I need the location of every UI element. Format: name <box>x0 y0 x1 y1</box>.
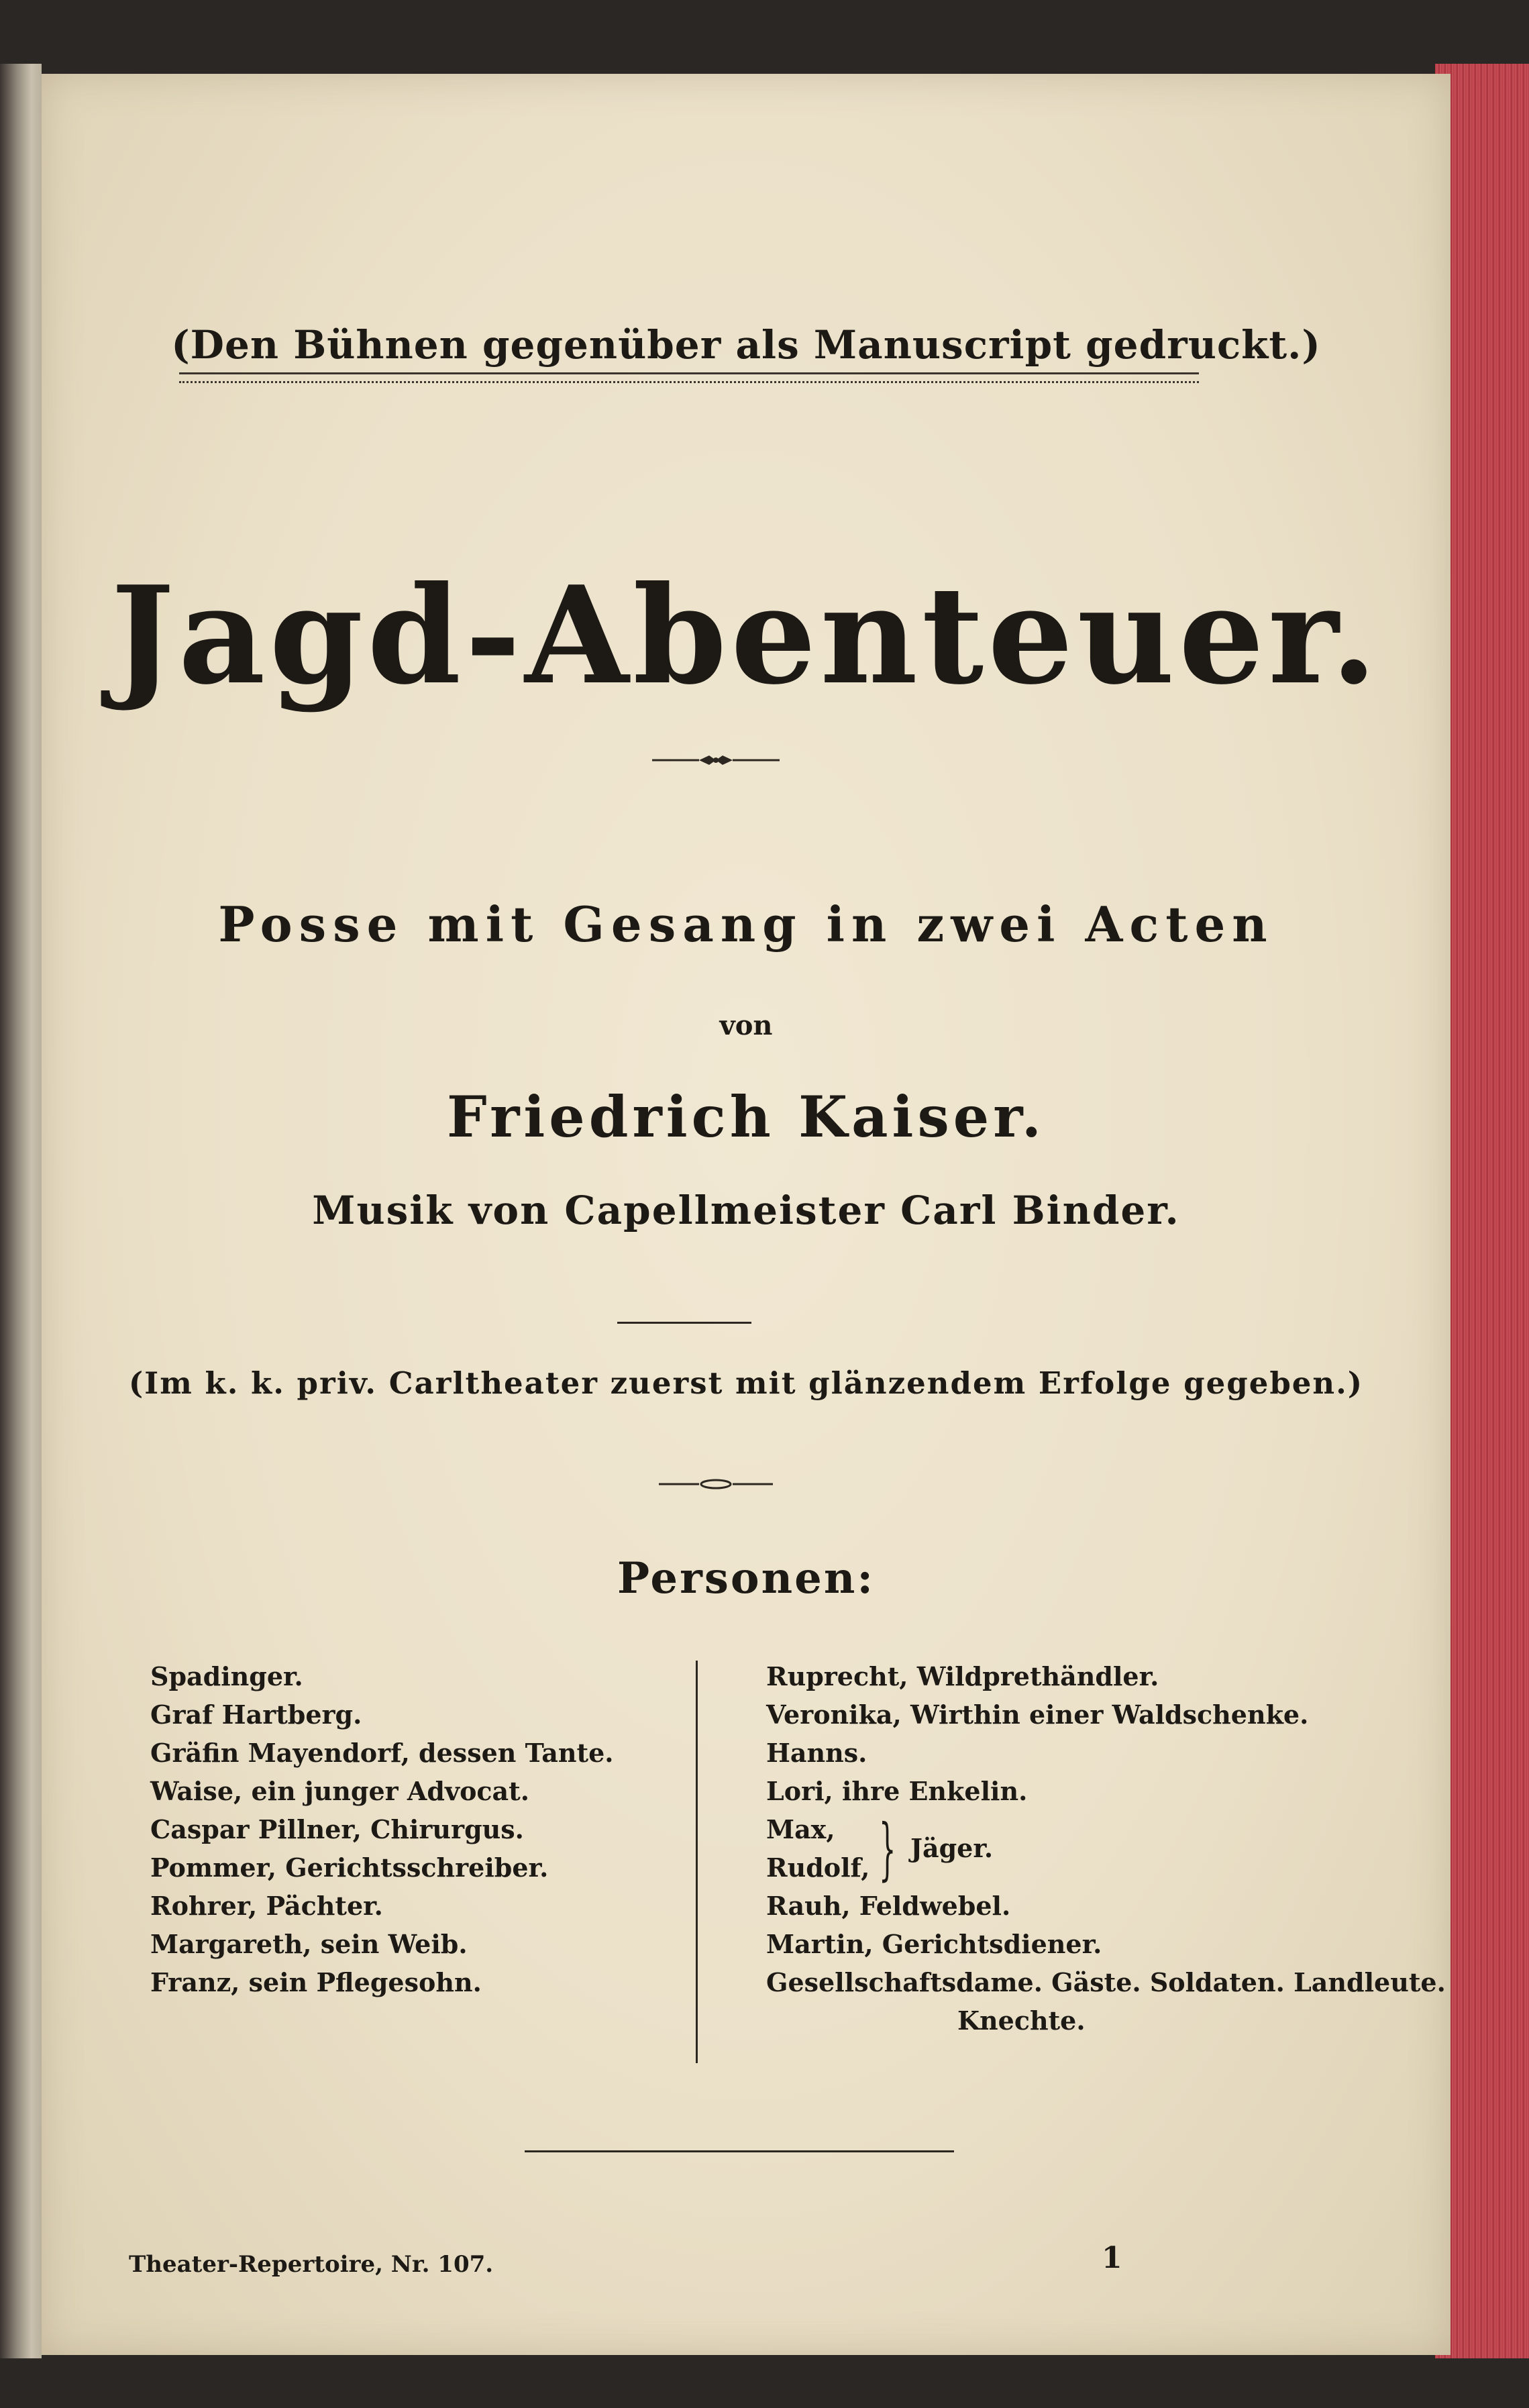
play-subtitle: Posse mit Gesang in zwei Acten <box>218 896 1274 953</box>
cast-entry: Graf Hartberg. <box>150 1699 362 1730</box>
cast-entry: Martin, Gerichtsdiener. <box>766 1929 1102 1959</box>
title-page <box>42 74 1451 2355</box>
cast-entry: Ruprecht, Wildprethändler. <box>766 1661 1159 1691</box>
cast-entry: Caspar Pillner, Chirurgus. <box>150 1814 524 1844</box>
cast-entry: Waise, ein junger Advocat. <box>150 1776 529 1806</box>
cast-list-right <box>766 1657 1446 2040</box>
huntsmen-label: Jäger. <box>910 1833 994 1863</box>
cast-entry: Knechte. <box>957 2005 1086 2036</box>
cast-entry: Rauh, Feldwebel. <box>766 1891 1011 1921</box>
cast-entry: Lori, ihre Enkelin. <box>766 1776 1028 1806</box>
flourish-ornament <box>659 1477 773 1491</box>
cast-entry: Veronika, Wirthin einer Waldschenke. <box>766 1699 1309 1730</box>
page-number: 1 <box>1102 2241 1122 2275</box>
cast-entry: Max, <box>766 1814 835 1844</box>
cast-entry: Spadinger. <box>150 1661 303 1691</box>
huntsmen-names <box>766 1810 869 1887</box>
cast-heading: Personen: <box>617 1553 875 1604</box>
cast-entry: Margareth, sein Weib. <box>150 1929 468 1959</box>
cast-column-divider <box>696 1661 698 2063</box>
cast-entry: Rudolf, <box>766 1852 870 1883</box>
cast-entry: Gesellschaftsdame. Gäste. Soldaten. Landleute. <box>766 1967 1446 1997</box>
cast-entry: Gräfin Mayendorf, dessen Tante. <box>150 1738 614 1768</box>
notice-underline <box>179 372 1199 383</box>
manuscript-notice: (Den Bühnen gegenüber als Manuscript gedruckt.) <box>171 322 1321 368</box>
binding-edge <box>0 64 42 2358</box>
flourish-ornament <box>652 753 780 767</box>
music-credit: Musik von Capellmeister Carl Binder. <box>312 1188 1180 1233</box>
author-name: Friedrich Kaiser. <box>446 1084 1045 1150</box>
huntsmen-group <box>766 1810 1446 1887</box>
footer-rule <box>525 2150 954 2152</box>
cast-entry: Hanns. <box>766 1738 867 1768</box>
play-title: Jagd-Abenteuer. <box>111 557 1381 715</box>
series-note: Theater-Repertoire, Nr. 107. <box>129 2251 494 2278</box>
by-word: von <box>719 1010 773 1041</box>
grouping-brace: } <box>879 1810 896 1888</box>
premiere-note: (Im k. k. priv. Carltheater zuerst mit glänzendem Erfolge gegeben.) <box>128 1365 1364 1401</box>
cast-list-left <box>150 1657 613 2001</box>
cast-entry: Rohrer, Pächter. <box>150 1891 383 1921</box>
cast-entry: Pommer, Gerichtsschreiber. <box>150 1852 549 1883</box>
short-rule <box>617 1322 751 1324</box>
cast-entry: Franz, sein Pflegesohn. <box>150 1967 482 1997</box>
